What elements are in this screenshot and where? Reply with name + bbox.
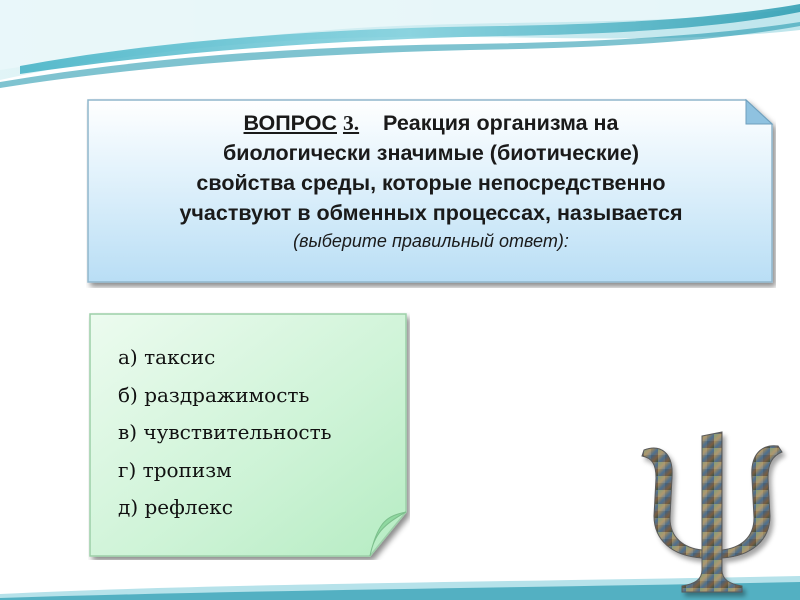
answer-option-c[interactable]: в) чувствительность <box>118 420 332 444</box>
question-hint: (выберите правильный ответ): <box>293 231 569 251</box>
question-line-1: Реакция организма на <box>383 111 619 135</box>
question-line-3: свойства среды, которые непосредственно <box>196 171 666 195</box>
question-label: ВОПРОС <box>243 111 337 135</box>
answer-option-a[interactable]: а) таксис <box>118 345 216 369</box>
question-number: 3. <box>342 111 360 135</box>
answer-options-list <box>118 339 332 527</box>
top-swoosh-decoration <box>0 0 800 100</box>
question-card <box>86 98 776 288</box>
question-line-4: участвуют в обменных процессах, называется <box>179 201 683 225</box>
question-heading-line <box>86 108 776 138</box>
answers-card <box>88 312 410 560</box>
answer-option-b[interactable]: б) раздражимость <box>118 382 310 407</box>
answer-option-e[interactable]: д) рефлекс <box>118 495 234 519</box>
psi-letter-icon <box>630 420 790 600</box>
question-line-2: биологически значимые (биотические) <box>222 141 640 165</box>
question-text <box>86 108 776 254</box>
answer-option-d[interactable]: г) тропизм <box>118 457 232 482</box>
